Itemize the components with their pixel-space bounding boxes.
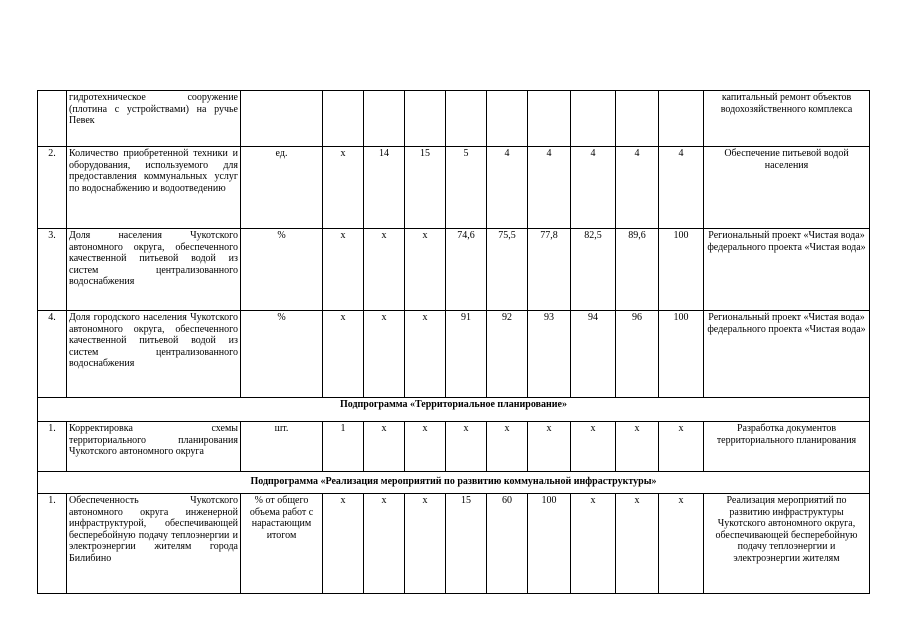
- value-cell: 77,8: [528, 229, 571, 311]
- indicators-table: [37, 90, 870, 594]
- value-cell: x: [323, 147, 364, 229]
- subprogram-header-row: [38, 472, 870, 494]
- row-number: [38, 91, 67, 147]
- source-cell: Реализация мероприятий по развитию инфраструктуры Чукотского автономного округа, обеспечивающей бесперебойную подачу теплоэнергии и электроэнергии жителям: [704, 494, 870, 594]
- value-cell: [659, 91, 704, 147]
- value-cell: 94: [571, 311, 616, 398]
- value-cell: 93: [528, 311, 571, 398]
- value-cell: 74,6: [446, 229, 487, 311]
- value-cell: x: [487, 422, 528, 472]
- row-number: 4.: [38, 311, 67, 398]
- unit: шт.: [241, 422, 323, 472]
- row-number: 1.: [38, 422, 67, 472]
- source-cell: Региональный проект «Чистая вода» федерального проекта «Чистая вода»: [704, 311, 870, 398]
- row-number: 1.: [38, 494, 67, 594]
- value-cell: x: [659, 494, 704, 594]
- subprogram-header-row: [38, 398, 870, 422]
- source-cell: капитальный ремонт объектов водохозяйственного комплекса: [704, 91, 870, 147]
- indicator-name: Количество приобретенной техники и оборудования, используемого для предоставления коммунальных услуг по водоснабжению и водоотведению: [67, 147, 241, 229]
- source-cell: Обеспечение питьевой водой населения: [704, 147, 870, 229]
- value-cell: [405, 91, 446, 147]
- indicator-name: гидротехническое сооружение (плотина с устройствами) на ручье Певек: [67, 91, 241, 147]
- value-cell: x: [323, 229, 364, 311]
- value-cell: x: [323, 494, 364, 594]
- row-number: 3.: [38, 229, 67, 311]
- value-cell: 4: [571, 147, 616, 229]
- value-cell: x: [323, 311, 364, 398]
- value-cell: [616, 91, 659, 147]
- table-row: [38, 422, 870, 472]
- value-cell: [528, 91, 571, 147]
- value-cell: 96: [616, 311, 659, 398]
- value-cell: 4: [616, 147, 659, 229]
- value-cell: 100: [659, 311, 704, 398]
- table-row: [38, 147, 870, 229]
- value-cell: x: [528, 422, 571, 472]
- unit: % от общего объема работ с нарастающим итогом: [241, 494, 323, 594]
- value-cell: 15: [446, 494, 487, 594]
- table-row: [38, 229, 870, 311]
- subprogram-title: Подпрограмма «Реализация мероприятий по развитию коммунальной инфраструктуры»: [38, 472, 870, 494]
- indicator-name: Корректировка схемы территориального планирования Чукотского автономного округа: [67, 422, 241, 472]
- value-cell: [446, 91, 487, 147]
- value-cell: x: [405, 229, 446, 311]
- table-row: [38, 311, 870, 398]
- value-cell: 4: [659, 147, 704, 229]
- value-cell: 1: [323, 422, 364, 472]
- indicator-name: Обеспеченность Чукотского автономного округа инженерной инфраструктурой, обеспечивающей бесперебойную подачу теплоэнергии и электроэнергии жителям города Билибино: [67, 494, 241, 594]
- value-cell: x: [364, 494, 405, 594]
- value-cell: 4: [528, 147, 571, 229]
- unit: %: [241, 229, 323, 311]
- unit: ед.: [241, 147, 323, 229]
- source-cell: Региональный проект «Чистая вода» федерального проекта «Чистая вода»: [704, 229, 870, 311]
- value-cell: x: [405, 422, 446, 472]
- value-cell: x: [616, 494, 659, 594]
- value-cell: x: [364, 311, 405, 398]
- value-cell: 89,6: [616, 229, 659, 311]
- value-cell: x: [405, 494, 446, 594]
- value-cell: [323, 91, 364, 147]
- value-cell: x: [571, 422, 616, 472]
- subprogram-title: Подпрограмма «Территориальное планирование»: [38, 398, 870, 422]
- value-cell: 15: [405, 147, 446, 229]
- value-cell: 82,5: [571, 229, 616, 311]
- value-cell: [571, 91, 616, 147]
- value-cell: x: [364, 422, 405, 472]
- value-cell: [364, 91, 405, 147]
- value-cell: 14: [364, 147, 405, 229]
- value-cell: [487, 91, 528, 147]
- value-cell: 100: [528, 494, 571, 594]
- value-cell: 100: [659, 229, 704, 311]
- unit: [241, 91, 323, 147]
- table-row: [38, 494, 870, 594]
- indicator-name: Доля населения Чукотского автономного округа, обеспеченного качественной питьевой водой из систем централизованного водоснабжения: [67, 229, 241, 311]
- unit: %: [241, 311, 323, 398]
- table-row: [38, 91, 870, 147]
- value-cell: 4: [487, 147, 528, 229]
- value-cell: 60: [487, 494, 528, 594]
- value-cell: x: [446, 422, 487, 472]
- value-cell: x: [364, 229, 405, 311]
- row-number: 2.: [38, 147, 67, 229]
- source-cell: Разработка документов территориального планирования: [704, 422, 870, 472]
- value-cell: x: [405, 311, 446, 398]
- indicator-name: Доля городского населения Чукотского автономного округа, обеспеченного качественной питьевой водой из систем централизованного водоснабжения: [67, 311, 241, 398]
- value-cell: 75,5: [487, 229, 528, 311]
- value-cell: x: [571, 494, 616, 594]
- value-cell: x: [659, 422, 704, 472]
- value-cell: 5: [446, 147, 487, 229]
- value-cell: 91: [446, 311, 487, 398]
- value-cell: x: [616, 422, 659, 472]
- value-cell: 92: [487, 311, 528, 398]
